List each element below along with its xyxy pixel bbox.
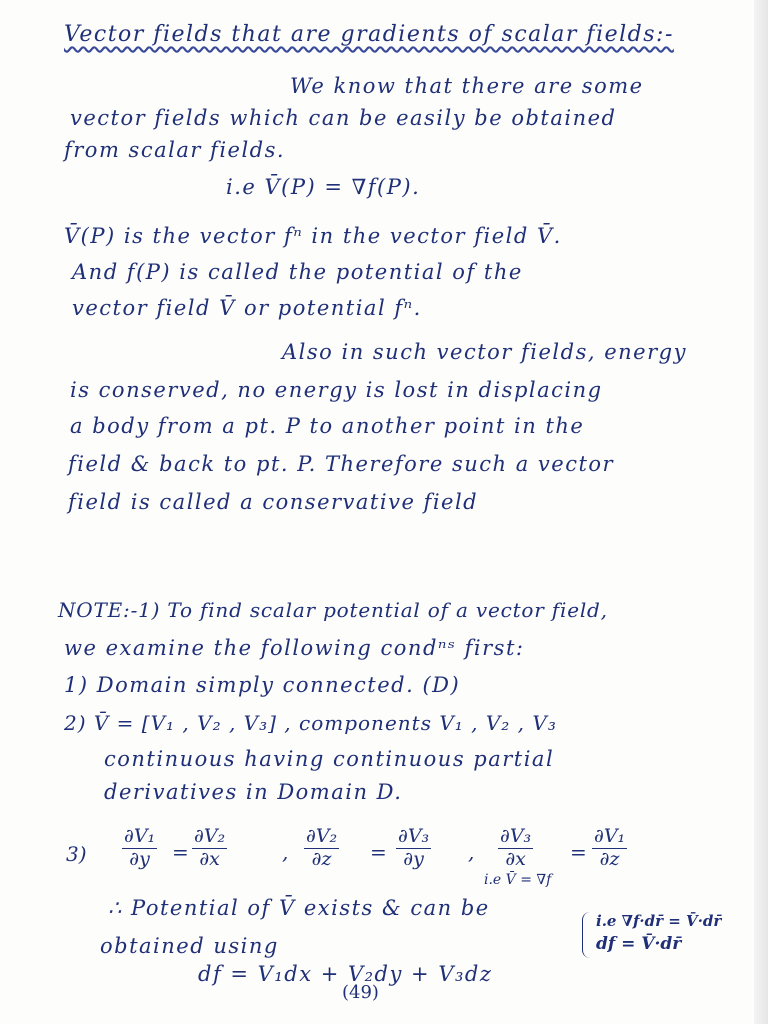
partial-v3-x: $\frac{\text{∂V₃}}{\partial x}$ [500, 825, 532, 870]
condition-3-label: 3) [66, 842, 87, 866]
partial-v1-z: $\frac{\text{∂V₁}}{\partial z}$ [594, 825, 626, 870]
gradient-equation: i.e V̄(P) = ∇f(P). [226, 175, 421, 199]
side-note-line2: df = V̄·dr̄ [596, 934, 682, 954]
note-line2: we examine the following condⁿˢ first: [64, 636, 525, 660]
equals-sign: = [570, 840, 587, 864]
page-edge [754, 0, 768, 1024]
comma: , [282, 840, 289, 864]
side-note-brace [582, 912, 597, 958]
para2-line3: vector field V̄ or potential fⁿ. [72, 296, 422, 320]
partial-v2-x: $\frac{\text{∂V₂}}{\partial x}$ [194, 825, 226, 870]
equals-sign: = [370, 840, 387, 864]
para1-line2: vector fields which can be easily be obtained [70, 106, 617, 130]
condition-2-line2: continuous having continuous partial [104, 747, 555, 771]
para2-line1: V̄(P) is the vector fⁿ in the vector field V̄. [64, 224, 562, 248]
equals-sign: = [172, 840, 189, 864]
partial-v2-z: $\frac{\text{∂V₂}}{\partial z}$ [306, 825, 338, 870]
comma: , [468, 840, 475, 864]
para1-line3: from scalar fields. [64, 138, 286, 162]
condition-2-line3: derivatives in Domain D. [104, 780, 403, 804]
para1-line1: We know that there are some [290, 74, 644, 98]
note-line1: NOTE:-1) To find scalar potential of a vector field, [58, 598, 608, 622]
para3-line4: field & back to pt. P. Therefore such a vector [68, 452, 615, 476]
conclusion-line2: obtained using [100, 934, 279, 958]
conclusion-line1: ∴ Potential of V̄ exists & can be [108, 896, 490, 920]
para2-line2: And f(P) is called the potential of the [72, 260, 523, 284]
section-heading: Vector fields that are gradients of scalar fields:- [64, 22, 674, 47]
side-note-line1: i.e ∇f·dr̄ = V̄·dr̄ [596, 912, 722, 930]
para3-line2: is conserved, no energy is lost in displacing [70, 378, 603, 402]
condition-1: 1) Domain simply connected. (D) [64, 673, 461, 697]
condition-2: 2) V̄ = [V₁ , V₂ , V₃] , components V₁ , V₂ , V₃ [64, 711, 557, 735]
partial-v3-y: $\frac{\text{∂V₃}}{\partial y}$ [398, 825, 430, 870]
gradient-note: i.e V̄ = ∇f [484, 872, 552, 888]
partial-v1-y: $\frac{\text{∂V₁}}{\partial y}$ [124, 825, 156, 870]
para3-line3: a body from a pt. P to another point in the [70, 414, 585, 438]
para3-line5: field is called a conservative field [68, 490, 479, 514]
page-number: (49) [342, 982, 379, 1003]
para3-line1: Also in such vector fields, energy [282, 340, 687, 364]
total-differential-equation: df = V₁dx + V₂dy + V₃dz [198, 962, 493, 986]
